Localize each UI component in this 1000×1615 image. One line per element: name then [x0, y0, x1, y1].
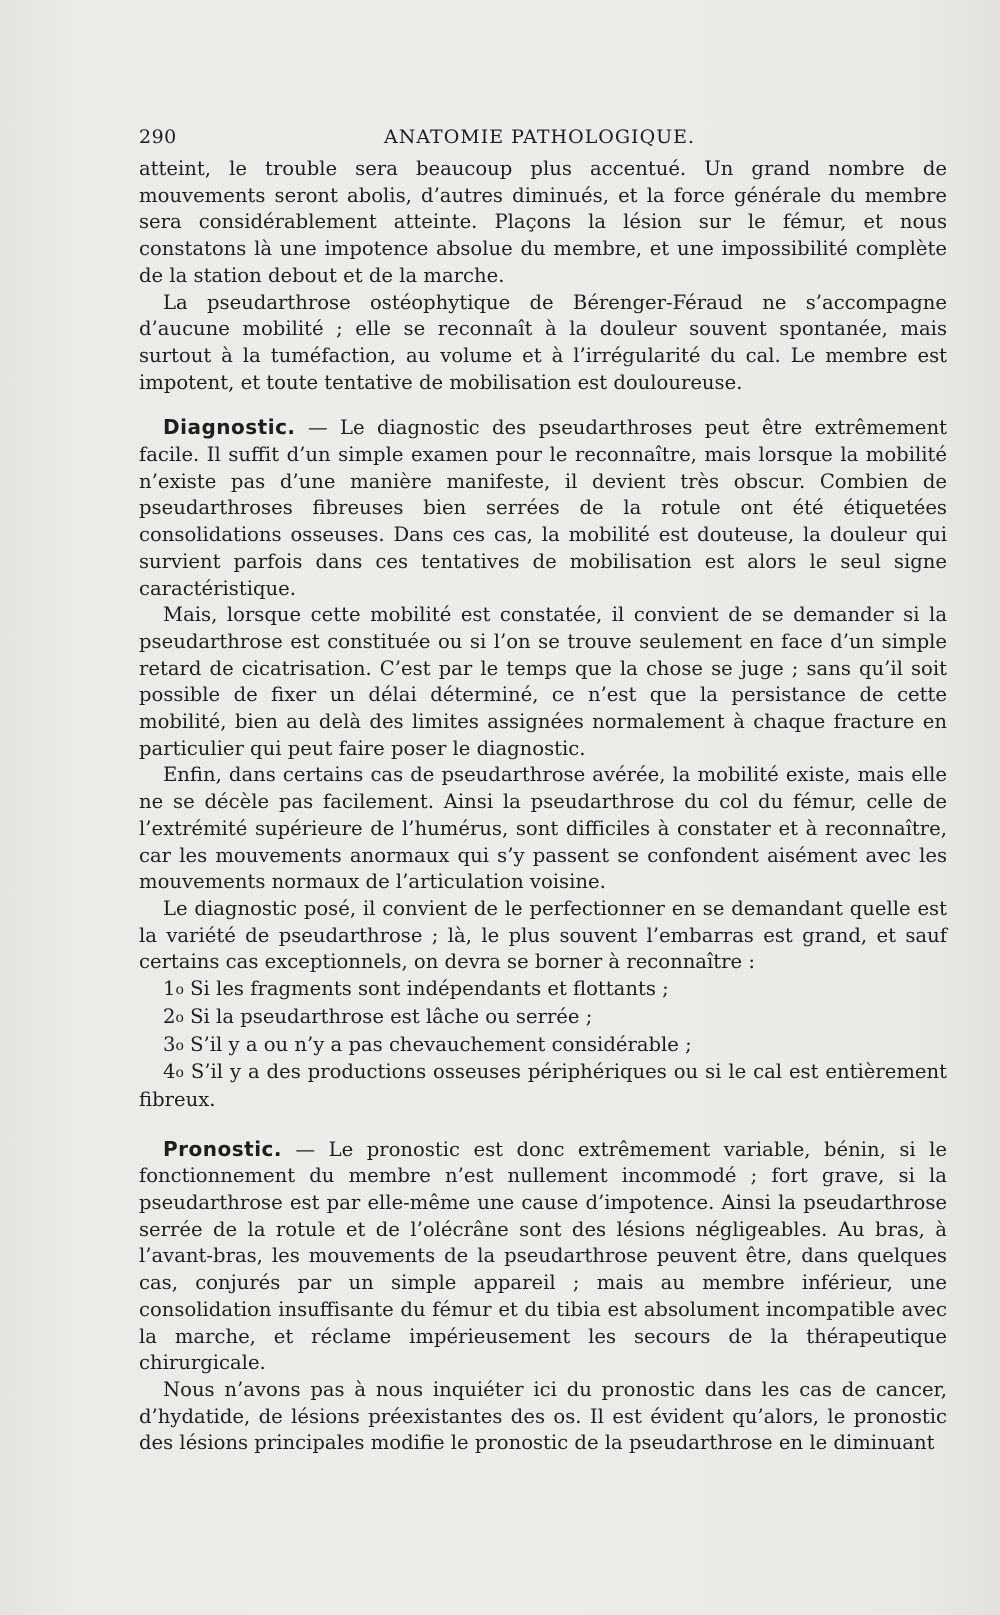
- paragraph-enfin: Enfin, dans certains cas de pseudarthrose avérée, la mobilité existe, mais elle ne se décèle pas facilement. Ainsi la pseudarthrose du col du fémur, celle de l’extrémité supérieure de l’humérus, sont difficiles à constater et à reconnaître, car les mouvements anormaux qui s’y passent se confondent aisément avec les mouvements normaux de l’articulation voisine.: [139, 763, 947, 894]
- list-number: 3: [163, 1032, 176, 1056]
- list-text: S’il y a des productions osseuses périphériques ou si le cal est entièrement fibreux.: [139, 1060, 947, 1111]
- paragraph-mobility: Mais, lorsque cette mobilité est constatée, il convient de se demander si la pseudarthrose est constituée ou si l’on se trouve seulement en face d’un simple retard de cicatrisation. C’est par le temps que la chose se juge ; sans qu’il soit possible de fixer un délai déterminé, ce n’est que la persistance de cette mobilité, bien au delà des limites assignées normalement à chaque fracture en particulier qui peut faire poser le diagnostic.: [139, 603, 947, 760]
- list-text: Si la pseudarthrose est lâche ou serrée ;: [183, 1004, 593, 1028]
- list-item: [139, 1004, 947, 1032]
- list-ordinal: o: [175, 1037, 184, 1054]
- list-ordinal: o: [175, 1009, 184, 1026]
- list-ordinal: o: [175, 982, 184, 999]
- page-header: [139, 126, 929, 156]
- list-text: S’il y a ou n’y a pas chevauchement considérable ;: [183, 1032, 692, 1056]
- list-ordinal: o: [175, 1065, 184, 1082]
- list-text: Si les fragments sont indépendants et flottants ;: [183, 977, 669, 1001]
- body-text: [139, 156, 947, 1457]
- list-number: 4: [163, 1060, 176, 1084]
- pronostic-text: — Le pronostic est donc extrêmement variable, bénin, si le fonctionnement du membre n’est nullement incommodé ; fort grave, si la pseudarthrose est par elle-même une cause d’impotence. Ainsi la pseudarthrose serrée de la rotule et de l’olécrâne sont des lésions négligeables. Au bras, à l’avant-bras, les mouvements de la pseudarthrose peuvent être, dans quelques cas, conjurés par un simple appareil ; mais au membre inférieur, une consolidation insuffisante du fémur et du tibia est absolument incompatible avec la marche, et réclame impérieusement les secours de la thérapeutique chirurgicale.: [139, 1137, 947, 1375]
- section-heading-pronostic: Pronostic.: [163, 1136, 283, 1161]
- paragraph-variety: Le diagnostic posé, il convient de le perfectionner en se demandant quelle est la variété de pseudarthrose ; là, le plus souvent l’embarras est grand, et sauf certains cas exceptionnels, on devra se borner à reconnaître :: [139, 896, 947, 974]
- section-spacer: [139, 1114, 947, 1136]
- section-heading-diagnostic: Diagnostic.: [163, 415, 296, 440]
- running-title: ANATOMIE PATHOLOGIQUE.: [384, 126, 696, 148]
- paragraph-osteophytic: La pseudarthrose ostéophytique de Bérenger-Féraud ne s’accompagne d’aucune mobilité ; elle se reconnaît à la douleur souvent spontanée, mais surtout à la tuméfaction, au volume et à l’irrégularité du cal. Le membre est impotent, et toute tentative de mobilisation est douloureuse.: [139, 290, 947, 394]
- list-number: 1: [163, 977, 176, 1001]
- list-item: [139, 1059, 947, 1113]
- paragraph-continuation: atteint, le trouble sera beaucoup plus accentué. Un grand nombre de mouvements seront abolis, d’autres diminués, et la force générale du membre sera considérablement atteinte. Plaçons la lésion sur le fémur, et nous constatons là une impotence absolue du membre, et une impossibilité complète de la station debout et de la marche.: [139, 157, 947, 287]
- paragraph-pronostic: [139, 1136, 947, 1377]
- list-item: [139, 1032, 947, 1060]
- page-number: 290: [139, 126, 177, 148]
- paragraph-diagnostic: [139, 414, 947, 602]
- paragraph-cancer: Nous n’avons pas à nous inquiéter ici du pronostic dans les cas de cancer, d’hydatide, de lésions préexistantes des os. Il est évident qu’alors, le pronostic des lésions principales modifie le pronostic de la pseudarthrose en le diminuant: [139, 1377, 947, 1455]
- list-number: 2: [163, 1004, 176, 1028]
- list-item: [139, 976, 947, 1004]
- section-spacer: [139, 396, 947, 414]
- diagnostic-text: — Le diagnostic des pseudarthroses peut être extrêmement facile. Il suffit d’un simple examen pour le reconnaître, mais lorsque la mobilité n’existe pas d’une manière manifeste, il devient très obscur. Combien de pseudarthroses fibreuses bien serrées de la rotule ont été étiquetées consolidations osseuses. Dans ces cas, la mobilité est douteuse, la douleur qui survient parfois dans ces tentatives de mobilisation est alors le seul signe caractéristique.: [139, 416, 947, 600]
